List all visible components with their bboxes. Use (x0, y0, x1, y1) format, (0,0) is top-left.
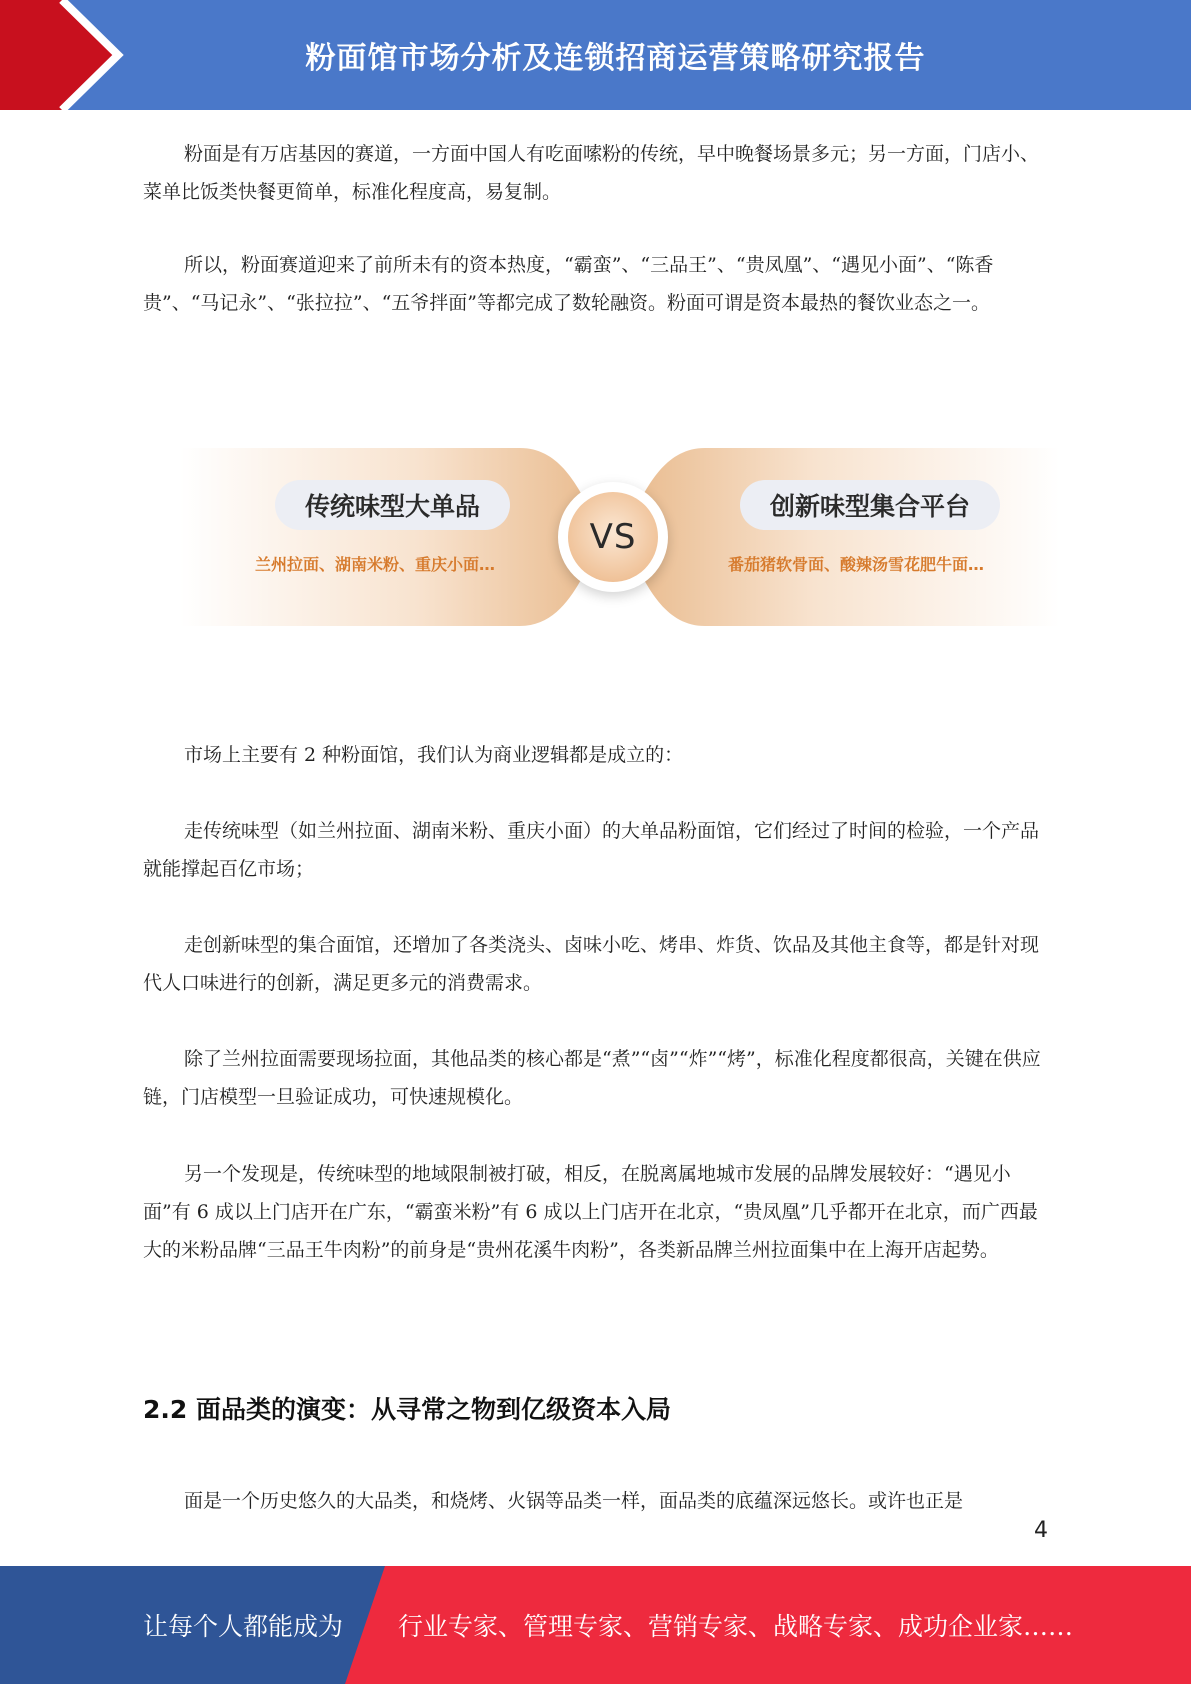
paragraph-7: 另一个发现是，传统味型的地域限制被打破，相反，在脱离属地城市发展的品牌发展较好：“遇见小面”有 6 成以上门店开在广东，“霸蛮米粉”有 6 成以上门店开在北京，“贵凤凰”几乎都开在北京，而广西最大的米粉品牌“三品王牛肉粉”的前身是“贵州花溪牛肉粉”，各类新品牌兰州拉面集中在上海开店起势。 (143, 1163, 1038, 1261)
paragraph-6: 除了兰州拉面需要现场拉面，其他品类的核心都是“煮”“卤”“炸”“烤”，标准化程度都很高，关键在供应链，门店模型一旦验证成功，可快速规模化。 (143, 1048, 1041, 1108)
innovative-flavor-examples: 番茄猪软骨面、酸辣汤雪花肥牛面… (728, 555, 985, 574)
vs-badge (558, 482, 668, 592)
traditional-flavor-examples: 兰州拉面、湖南米粉、重庆小面… (255, 555, 496, 574)
paragraph-5: 走创新味型的集合面馆，还增加了各类浇头、卤味小吃、烤串、炸货、饮品及其他主食等，都是针对现代人口味进行的创新，满足更多元的消费需求。 (143, 934, 1040, 994)
paragraph-2: 所以，粉面赛道迎来了前所未有的资本热度，“霸蛮”、“三品王”、“贵凤凰”、“遇见小面”、“陈香贵”、“马记永”、“张拉拉”、“五爷拌面”等都完成了数轮融资。粉面可谓是资本最热的餐饮业态之一。 (143, 254, 994, 314)
paragraph-8: 面是一个历史悠久的大品类，和烧烤、火锅等品类一样，面品类的底蕴深远悠长。或许也正是 (184, 1490, 964, 1512)
header-arrow-decoration (0, 0, 150, 110)
footer-slogan-left: 让每个人都能成为 (143, 1612, 344, 1641)
page-number: 4 (1034, 1518, 1048, 1543)
page-header (0, 0, 1191, 110)
section-heading: 2.2 面品类的演变：从寻常之物到亿级资本入局 (143, 1395, 671, 1424)
footer-slogan-right: 行业专家、管理专家、营销专家、战略专家、成功企业家…… (398, 1612, 1074, 1641)
vs-comparison-graphic (180, 440, 1060, 632)
innovative-flavor-pill: 创新味型集合平台 (740, 480, 1000, 530)
vs-label: VS (568, 492, 658, 582)
header-title: 粉面馆市场分析及连锁招商运营策略研究报告 (305, 41, 926, 76)
paragraph-3: 市场上主要有 2 种粉面馆，我们认为商业逻辑都是成立的： (184, 744, 684, 766)
page-footer (0, 1566, 1191, 1684)
traditional-flavor-pill: 传统味型大单品 (275, 480, 510, 530)
paragraph-1: 粉面是有万店基因的赛道，一方面中国人有吃面嗦粉的传统，早中晚餐场景多元；另一方面，门店小、菜单比饭类快餐更简单，标准化程度高，易复制。 (143, 143, 1040, 203)
paragraph-4: 走传统味型（如兰州拉面、湖南米粉、重庆小面）的大单品粉面馆，它们经过了时间的检验，一个产品就能撑起百亿市场； (143, 820, 1040, 880)
